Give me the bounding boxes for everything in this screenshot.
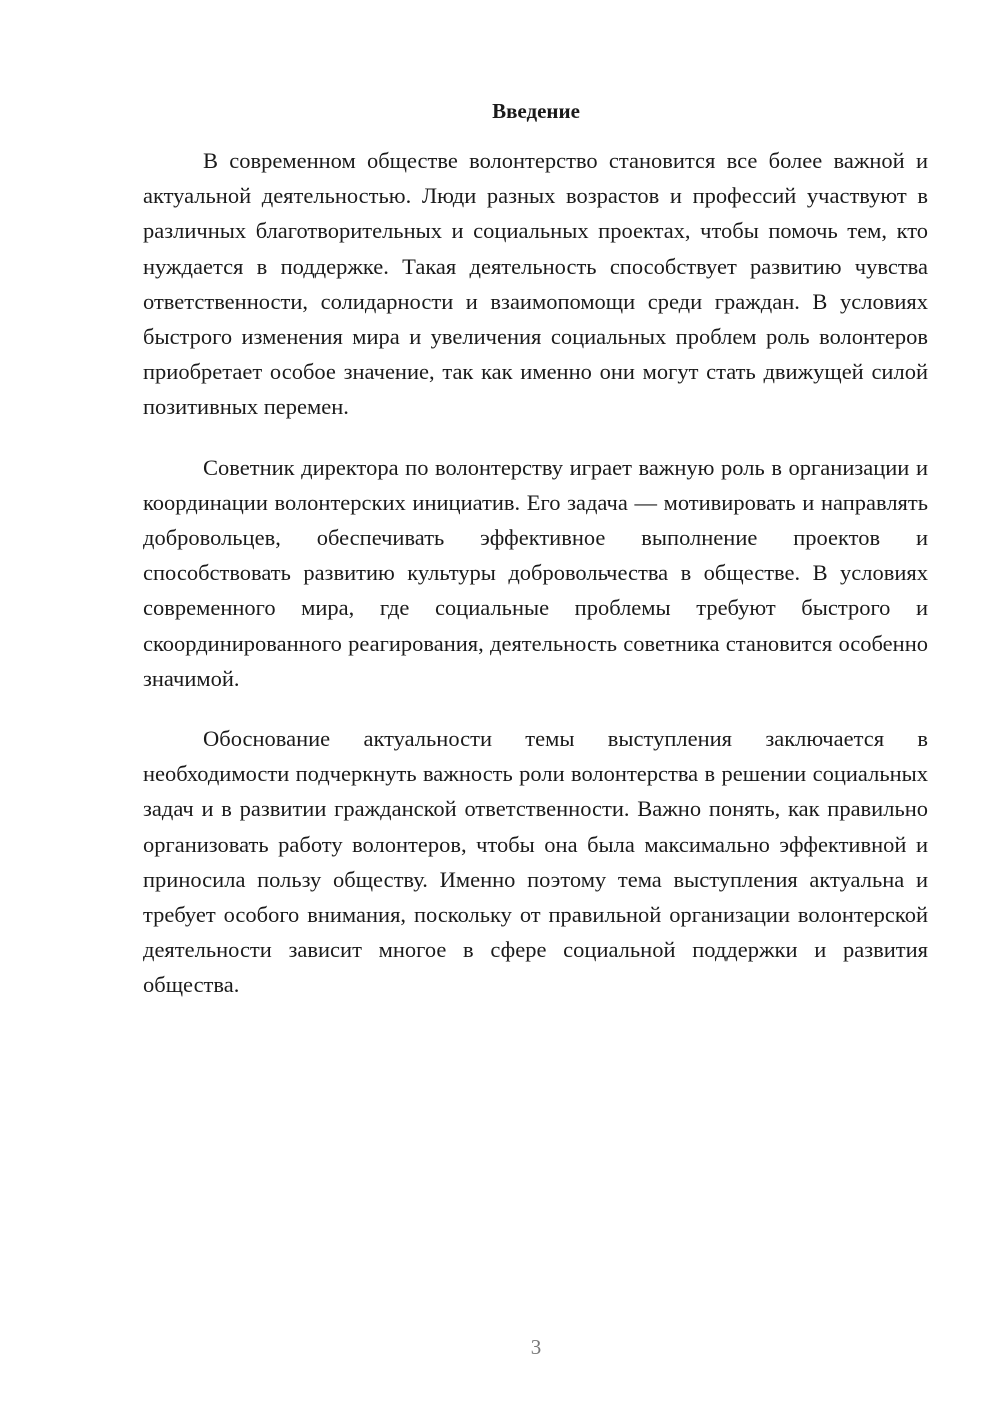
page-number: 3 bbox=[530, 1335, 542, 1359]
paragraph: В современном обществе волонтерство становится все более важной и актуальной деятельностью. Люди разных возрастов и профессий участвуют в различных благотворительных и социальных проектах, чтобы помочь тем, кто нуждается в поддержке. Такая деятельность способствует развитию чувства ответственности, солидарности и взаимопомощи среди граждан. В условиях быстрого изменения мира и увеличения социальных проблем роль волонтеров приобретает особое значение, так как именно они могут стать движущей силой позитивных перемен. bbox=[143, 148, 928, 420]
paragraph: Советник директора по волонтерству играет важную роль в организации и координации волонтерских инициатив. Его задача — мотивировать и направлять добровольцев, обеспечивать эффективное выполнение проектов и способствовать развитию культуры добровольчества в обществе. В условиях современного мира, где социальные проблемы требуют быстрого и скоординированного реагирования, деятельность советника становится особенно значимой. bbox=[143, 454, 928, 691]
body-text bbox=[143, 143, 928, 1028]
paragraph: Обоснование актуальности темы выступления заключается в необходимости подчеркнуть важность роли волонтерства в решении социальных задач и в развитии гражданской ответственности. Важно понять, как правильно организовать работу волонтеров, чтобы она была максимально эффективной и приносила пользу обществу. Именно поэтому тема выступления актуальна и требует особого внимания, поскольку от правильной организации волонтерской деятельности зависит многое в сфере социальной поддержки и развития общества. bbox=[143, 726, 928, 998]
section-heading: Введение bbox=[492, 99, 580, 123]
